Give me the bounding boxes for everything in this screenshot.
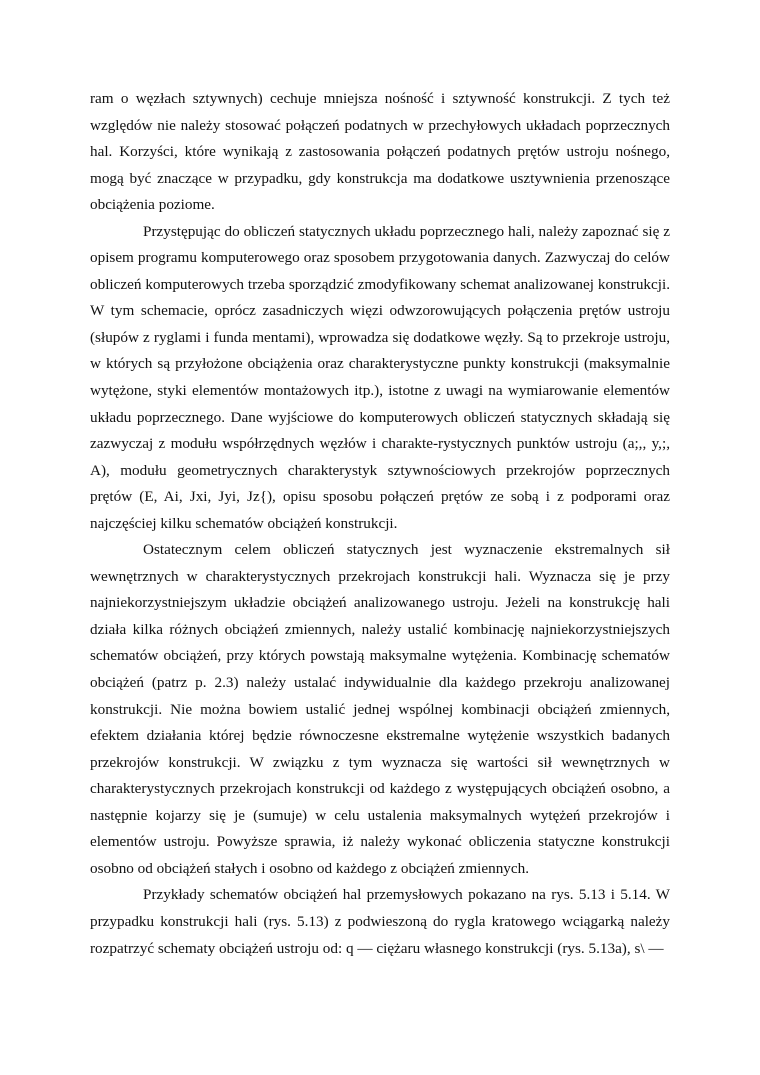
paragraph-2: Przystępując do obliczeń statycznych układu poprzecznego hali, należy zapoznać się z opisem programu komputerowego oraz sposobem przygotowania danych. Zazwyczaj do celów obliczeń komputerowych trzeba sporządzić zmodyfikowany schemat analizowanej konstrukcji. W tym schemacie, oprócz zasadniczych więzi odwzorowujących połączenia prętów ustroju (słupów z ryglami i funda mentami), wprowadza się dodatkowe węzły. Są to przekroje ustroju, w których są przyłożone obciążenia oraz charakterystyczne punkty konstrukcji (maksymalnie wytężone, styki elementów montażowych itp.), istotne z uwagi na wymiarowanie elementów układu poprzecznego. Dane wyjściowe do komputerowych obliczeń statycznych składają się zazwyczaj z modułu współrzędnych węzłów i charakte-rystycznych punktów ustroju (a;,, y,;, A), modułu geometrycznych charakterystyk sztywnościowych przekrojów poprzecznych prętów (E, Ai, Jxi, Jyi, Jz{), opisu sposobu połączeń prętów ze sobą i z podporami oraz najczęściej kilku schematów obciążeń konstrukcji.: [90, 222, 670, 532]
paragraph-1: ram o węzłach sztywnych) cechuje mniejsza nośność i sztywność konstrukcji. Z tych też względów nie należy stosować połączeń podatnych w przechyłowych układach poprzecznych hal. Korzyści, które wynikają z zastosowania połączeń podatnych prętów ustroju nośnego, mogą być znaczące w przypadku, gdy konstrukcja ma dodatkowe usztywnienia przenoszące obciążenia poziome.: [90, 90, 670, 214]
paragraph-3: Ostatecznym celem obliczeń statycznych jest wyznaczenie ekstremalnych sił wewnętrznych w charakterystycznych przekrojach konstrukcji hali. Wyznacza się je przy najniekorzystniejszym układzie obciążeń analizowanego ustroju. Jeżeli na konstrukcję hali działa kilka różnych obciążeń zmiennych, należy ustalić kombinację najniekorzystniejszych schematów obciążeń, przy których powstają maksymalne wytężenia. Kombinację schematów obciążeń (patrz p. 2.3) należy ustalać indywidualnie dla każdego przekroju analizowanej konstrukcji. Nie można bowiem ustalić jednej wspólnej kombinacji obciążeń zmiennych, efektem działania której będzie równoczesne ekstremalne wytężenie wszystkich badanych przekrojów konstrukcji. W związku z tym wyznacza się wartości sił wewnętrznych w charakterystycznych przekrojach konstrukcji od każdego z występujących obciążeń osobno, a następnie kojarzy się je (sumuje) w celu ustalenia maksymalnych wytężeń przekrojów i elementów ustroju. Powyższe sprawia, iż należy wykonać obliczenia statyczne konstrukcji osobno od obciążeń stałych i osobno od każdego z obciążeń zmiennych.: [90, 541, 670, 877]
text-body: [90, 86, 670, 962]
paragraph-4: Przykłady schematów obciążeń hal przemysłowych pokazano na rys. 5.13 i 5.14. W przypadku konstrukcji hali (rys. 5.13) z podwieszoną do rygla kratowego wciągarką należy rozpatrzyć schematy obciążeń ustroju od: q — ciężaru własnego konstrukcji (rys. 5.13a), s\ —: [90, 886, 670, 957]
